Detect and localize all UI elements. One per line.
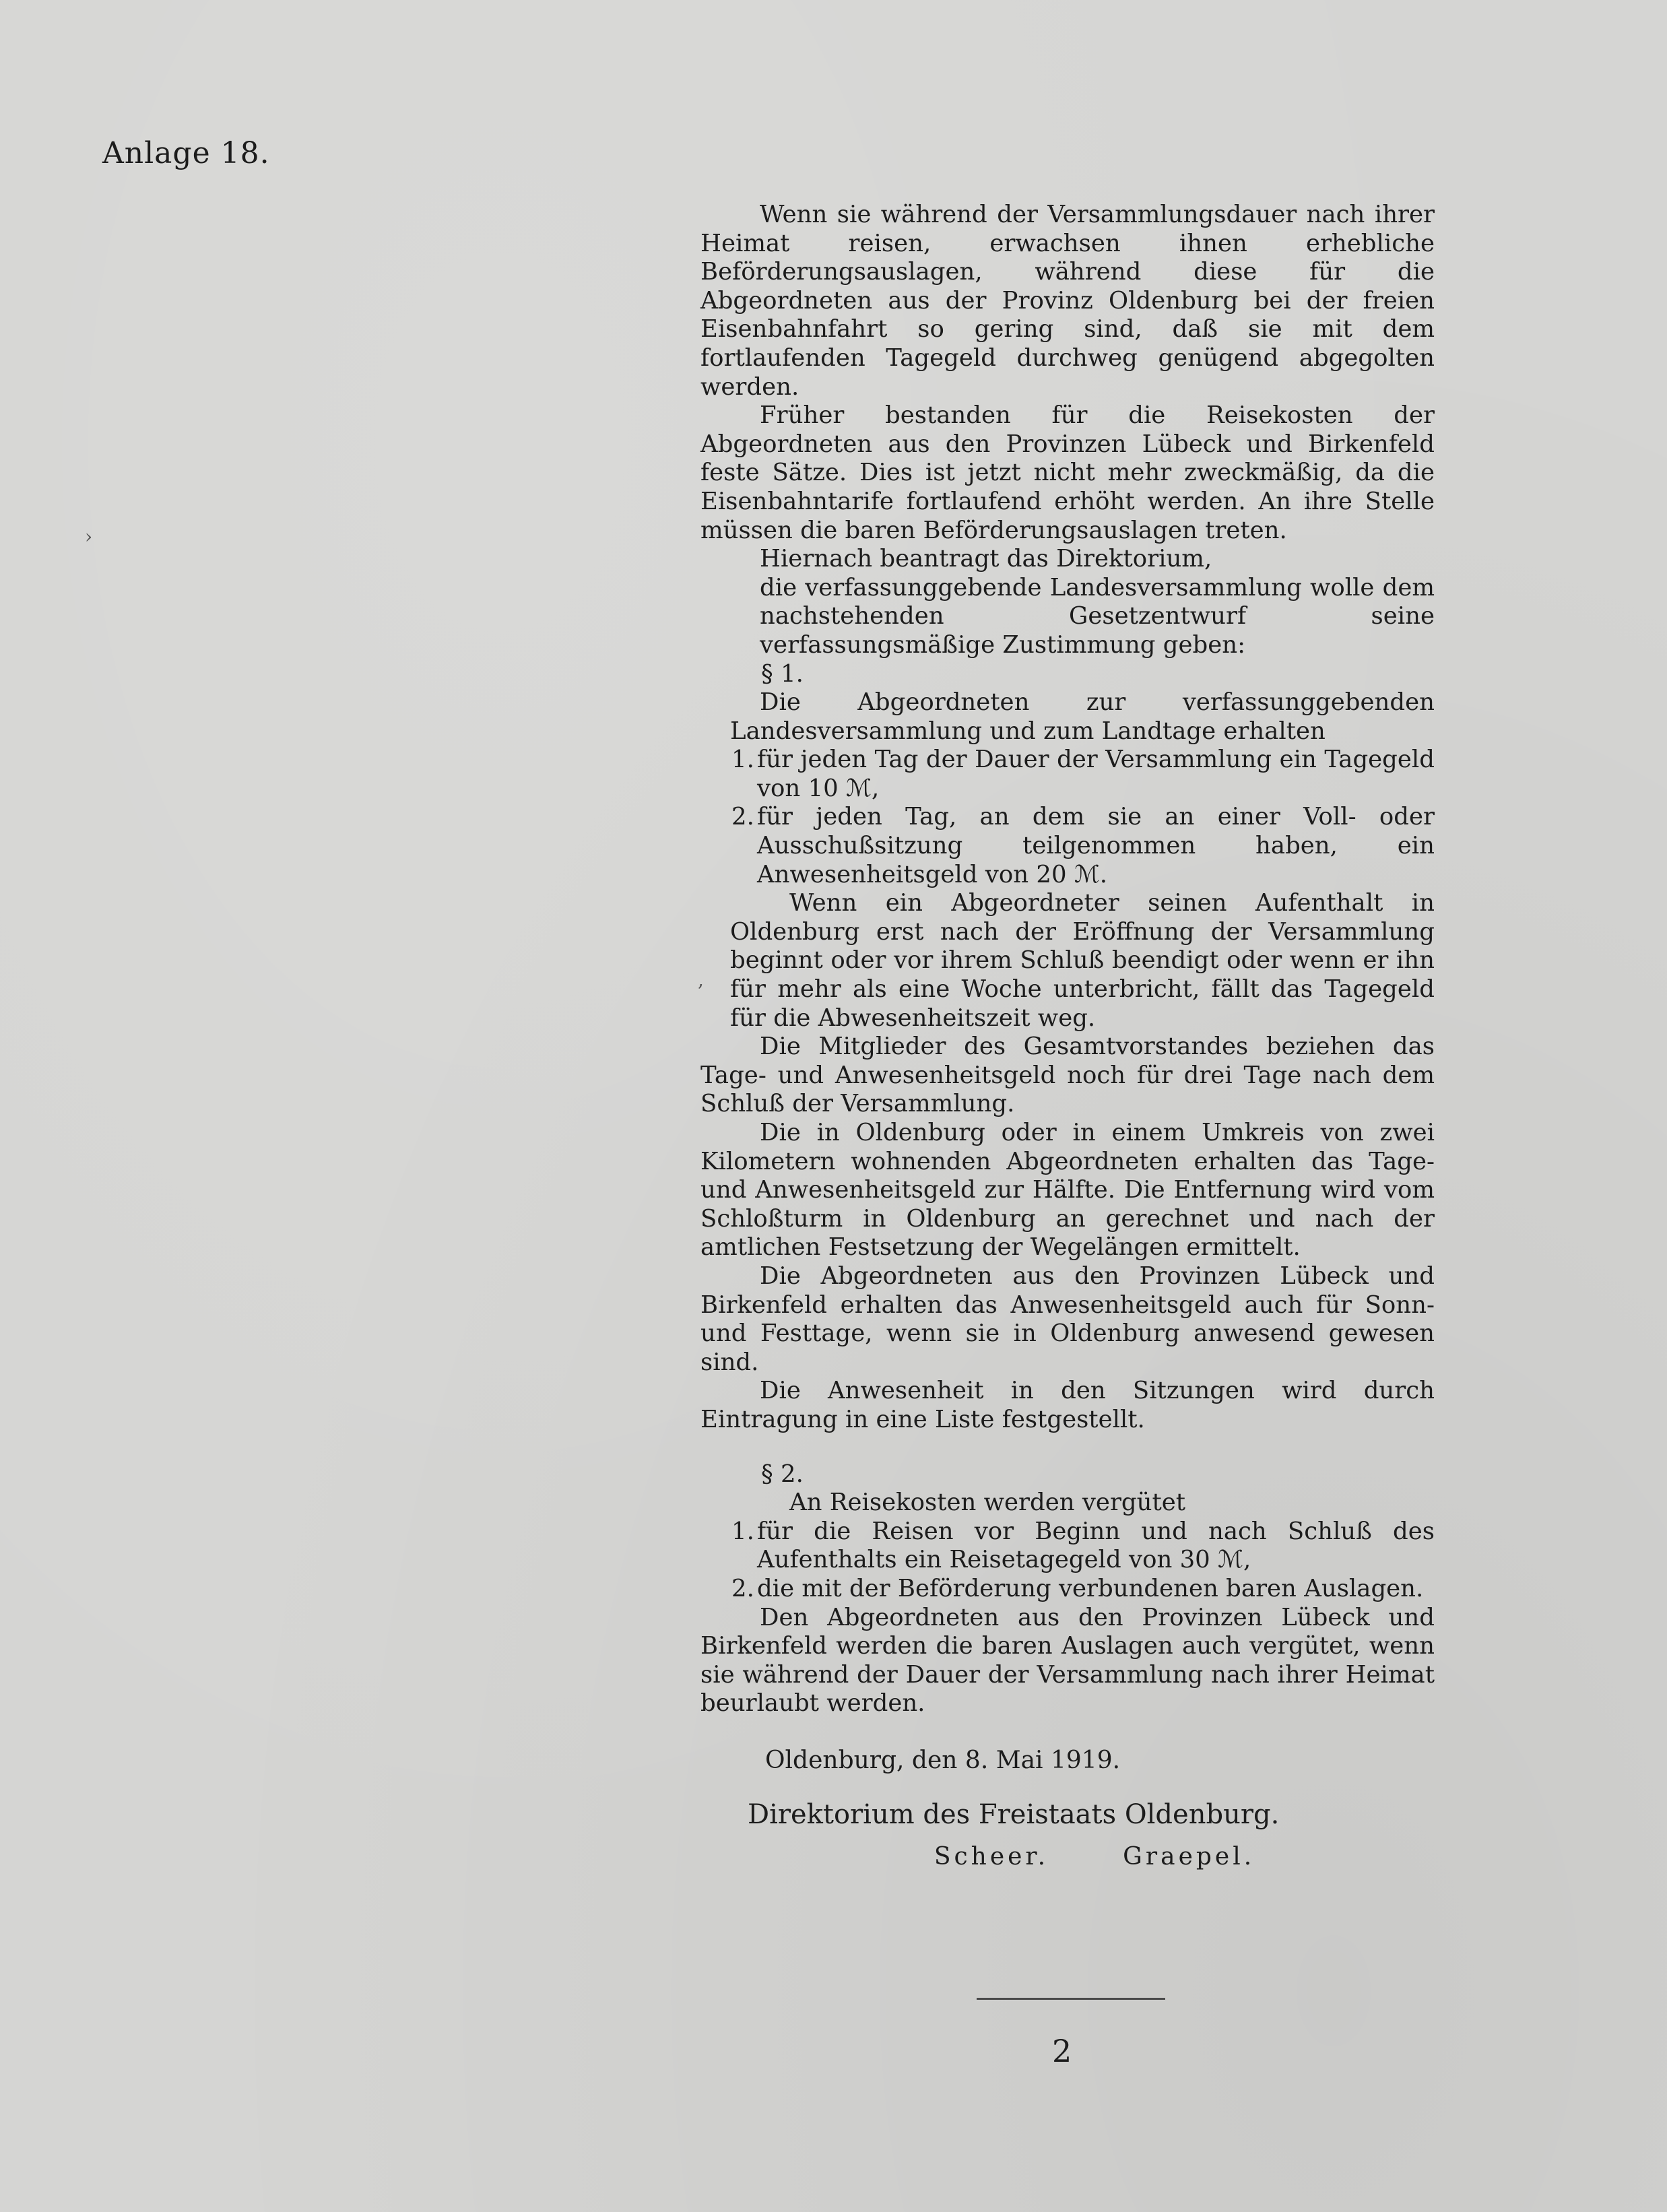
signer-1: Scheer. <box>934 1843 1049 1871</box>
section-1-item-1 <box>700 746 1435 803</box>
section-1-paragraph-1: Wenn ein Abgeordneter seinen Aufenthalt in Oldenburg erst nach der Eröffnung der Versammlung beginnt oder vor ihrem Schluß beendigt oder wenn er ihn für mehr als eine Woche unterbricht, fällt das Tagegeld für die Abwesenheitszeit weg. <box>730 889 1435 1032</box>
item-number: 1. <box>731 1517 754 1545</box>
page-number: 2 <box>1052 2033 1072 2069</box>
item-number: 2. <box>731 1574 754 1602</box>
main-text-column <box>700 201 1435 1872</box>
section-2-paragraph: Den Abgeordneten aus den Provinzen Lübeck und Birkenfeld werden die baren Auslagen auch vergütet, wenn sie während der Dauer der Versammlung nach ihrer Heimat beurlaubt werden. <box>700 1603 1435 1718</box>
section-1-paragraph-4: Die Abgeordneten aus den Provinzen Lübeck und Birkenfeld erhalten das Anwesenheitsgeld auch für Sonn- und Festtage, wenn sie in Oldenburg anwesend gewesen sind. <box>700 1262 1435 1376</box>
section-1-paragraph-3: Die in Oldenburg oder in einem Umkreis von zwei Kilometern wohnenden Abgeordneten erhalten das Tage- und Anwesenheitsgeld zur Hälfte. Die Entfernung wird vom Schloßturm in Oldenburg an gerechnet und nach der amtlichen Festsetzung der Wegelängen ermittelt. <box>700 1119 1435 1262</box>
signature-organization: Direktorium des Freistaats Oldenburg. <box>748 1799 1280 1831</box>
item-number: 2. <box>731 803 754 831</box>
section-2-item-1 <box>700 1518 1435 1575</box>
closing-rule <box>977 1998 1165 2000</box>
item-text: für die Reisen vor Beginn und nach Schluß des Aufenthalts ein Reisetagegeld von 30 ℳ, <box>757 1517 1435 1574</box>
annex-label: Anlage 18. <box>102 136 270 170</box>
section-1-paragraph-2: Die Mitglieder des Gesamtvorstandes beziehen das Tage- und Anwesenheitsgeld noch für drei Tage nach dem Schluß der Versammlung. <box>700 1033 1435 1118</box>
motion-intro: Hiernach beantragt das Direktorium, <box>760 545 1212 573</box>
section-2-heading: § 2. <box>761 1460 804 1488</box>
motion-text: die verfassunggebende Landesversammlung wolle dem nachstehenden Gesetzentwurf seine verfassungsmäßige Zustimmung geben: <box>760 573 1435 659</box>
item-text: für jeden Tag der Dauer der Versammlung ein Tagegeld von 10 ℳ, <box>757 746 1435 802</box>
paper-speck: › <box>85 525 93 548</box>
signature-place-date: Oldenburg, den 8. Mai 1919. <box>765 1746 1121 1774</box>
intro-paragraph-2: Früher bestanden für die Reisekosten der Abgeordneten aus den Provinzen Lübeck und Birkenfeld feste Sätze. Dies ist jetzt nicht mehr zweckmäßig, da die Eisenbahntarife fortlaufend erhöht werden. An ihre Stelle müssen die baren Beförderungsauslagen treten. <box>700 401 1435 544</box>
item-number: 1. <box>731 746 754 774</box>
section-1-intro: Die Abgeordneten zur verfassunggebenden Landesversammlung und zum Landtage erhalten <box>730 688 1435 745</box>
item-text: die mit der Beförderung verbundenen baren Auslagen. <box>757 1574 1424 1602</box>
intro-paragraph-1: Wenn sie während der Versammlungsdauer nach ihrer Heimat reisen, erwachsen ihnen erhebliche Beförderungsauslagen, während diese für die Abgeordneten aus der Provinz Oldenburg bei der freien Eisenbahnfahrt so gering sind, daß sie mit dem fortlaufenden Tagegeld durchweg genügend abgegolten werden. <box>700 201 1435 401</box>
signers-row <box>700 1843 1435 1872</box>
signer-2: Graepel. <box>1123 1843 1255 1871</box>
item-text: für jeden Tag, an dem sie an einer Voll- oder Ausschußsitzung teilgenommen haben, ein Anwesenheitsgeld von 20 ℳ. <box>757 803 1435 888</box>
section-1-heading: § 1. <box>761 659 804 688</box>
section-1-item-2 <box>700 803 1435 889</box>
section-2-intro: An Reisekosten werden vergütet <box>789 1489 1186 1517</box>
section-1-paragraph-5: Die Anwesenheit in den Sitzungen wird durch Eintragung in eine Liste festgestellt. <box>700 1377 1435 1433</box>
section-2-item-2 <box>700 1575 1435 1604</box>
paper-speck: , <box>698 969 704 991</box>
